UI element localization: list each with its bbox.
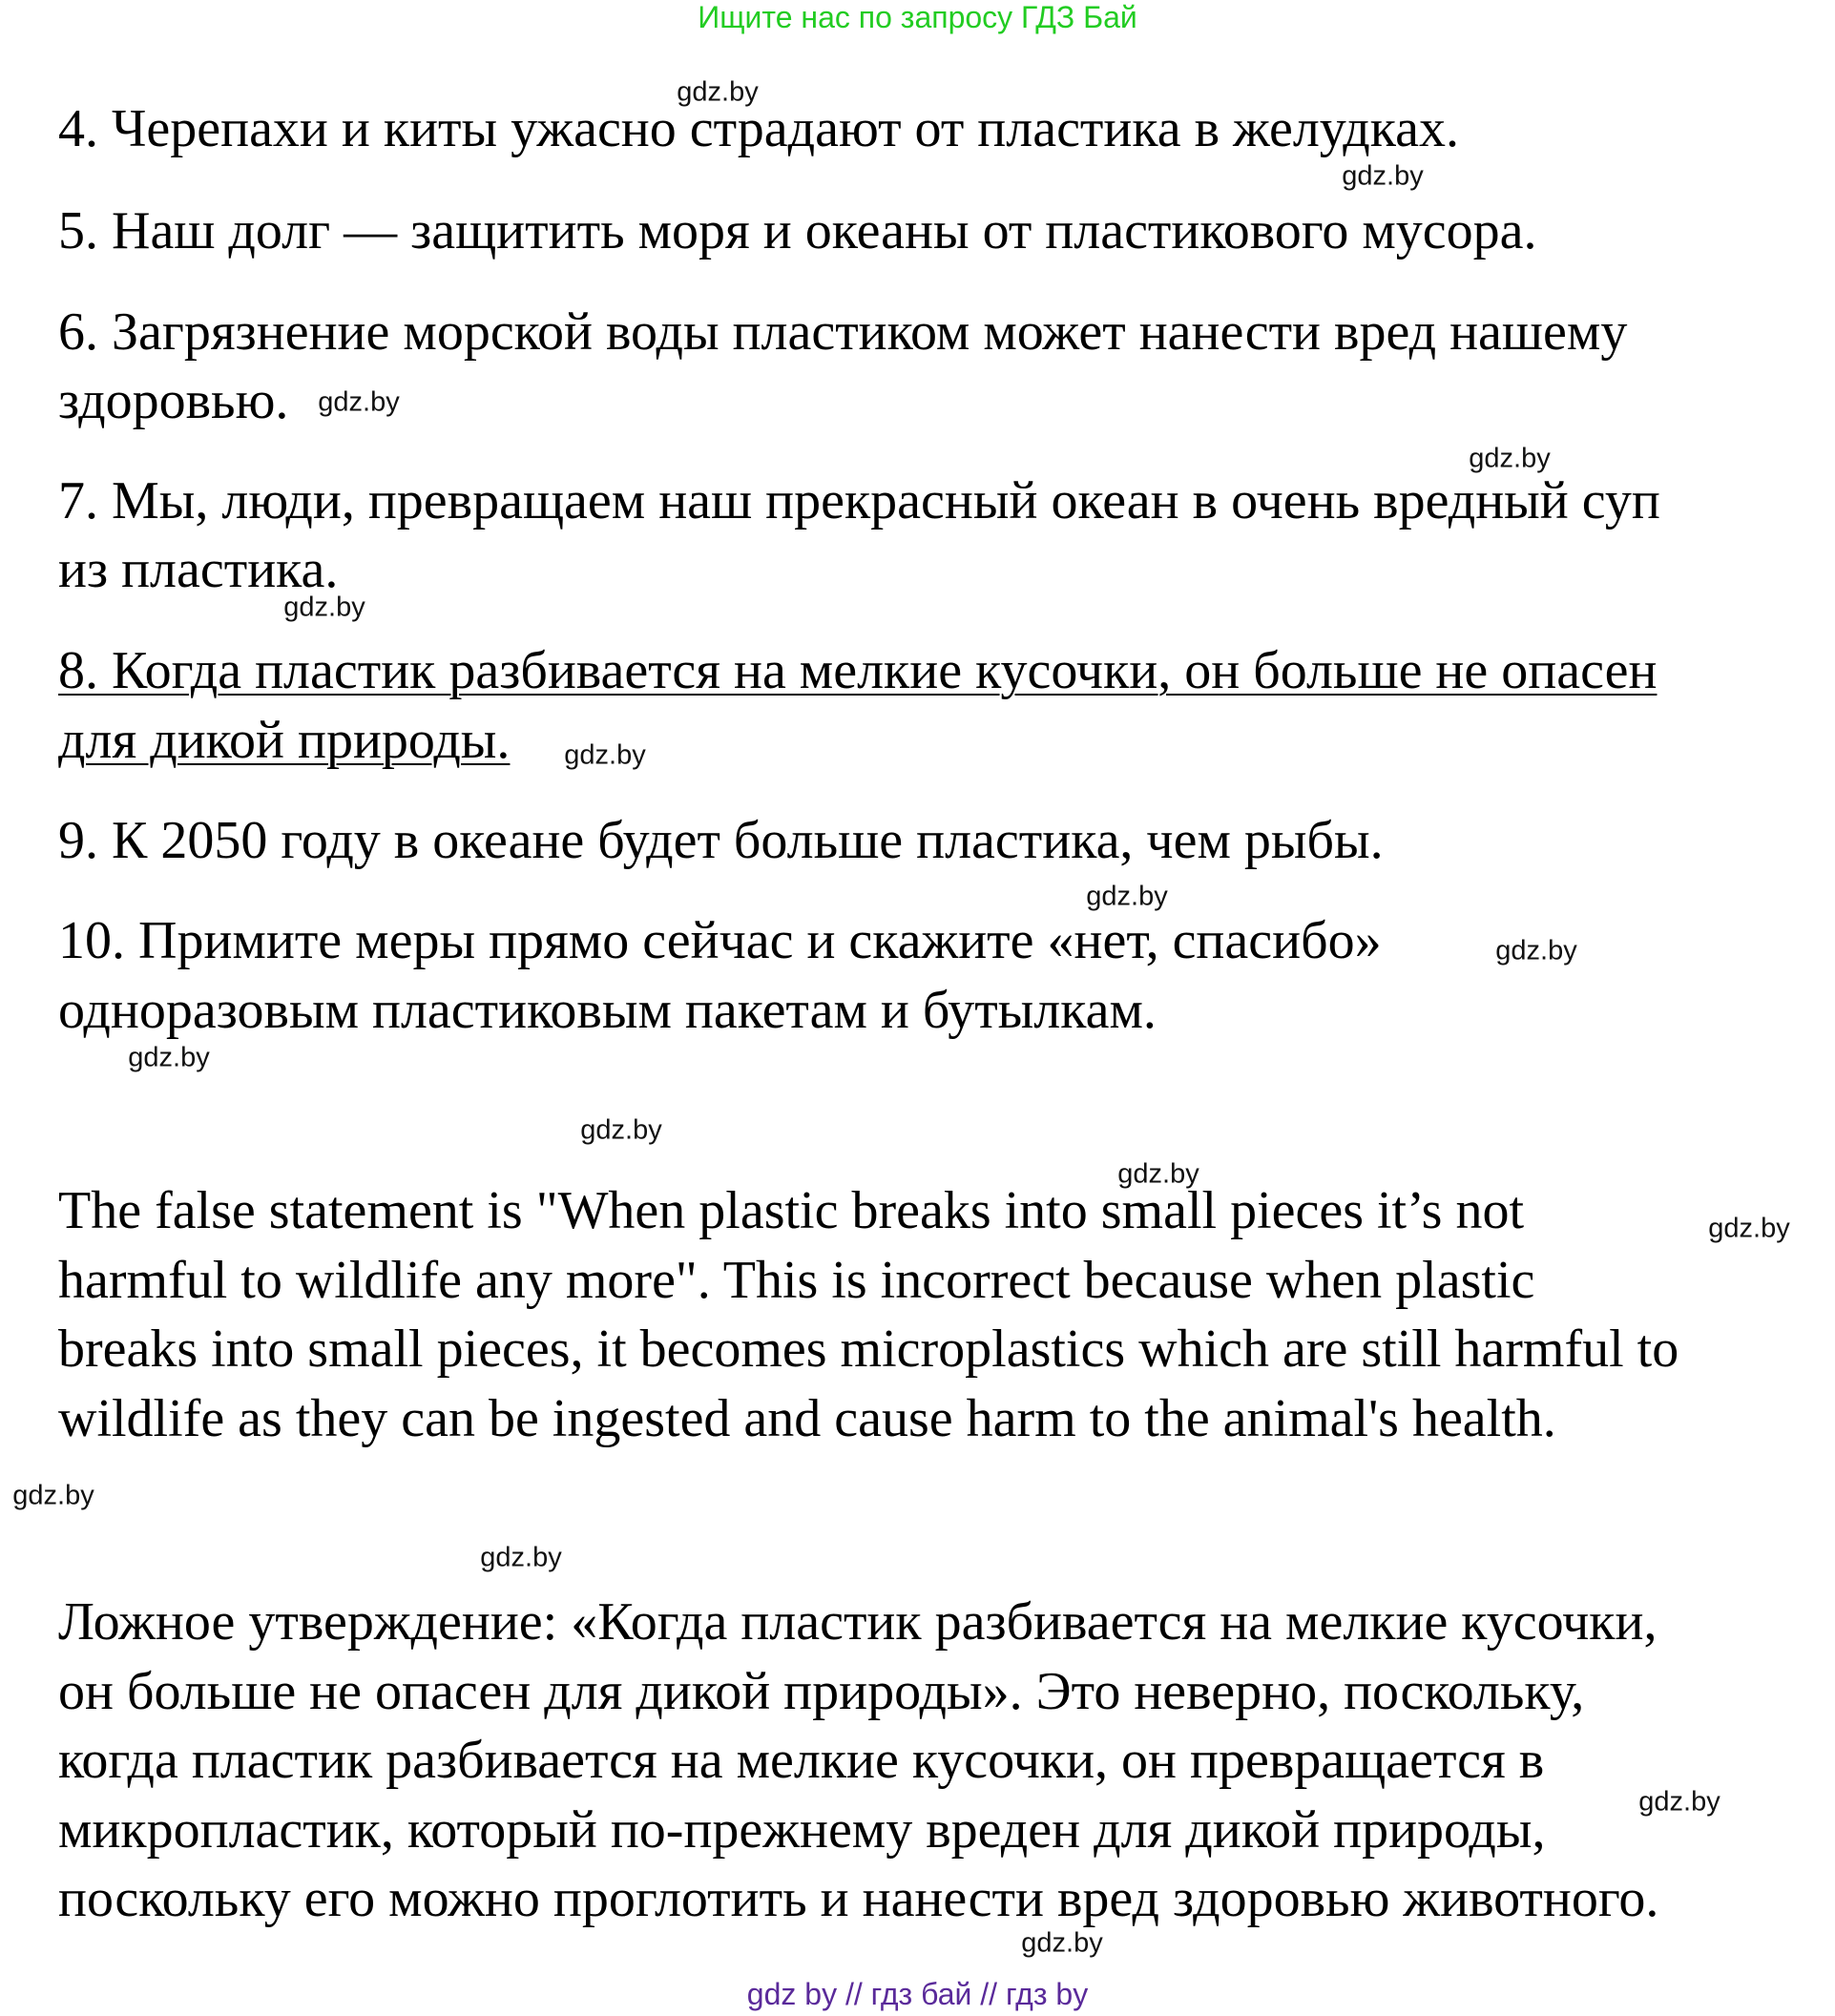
- statement-line: одноразовым пластиковым пакетам и бутылкам.: [58, 981, 1157, 1040]
- watermark: gdz.by: [1708, 1213, 1790, 1244]
- watermark: gdz.by: [1342, 160, 1424, 192]
- russian-answer-line: поскольку его можно проглотить и нанести вред здоровью животного.: [58, 1869, 1659, 1928]
- false-statement-line: для дикой природы.: [58, 711, 511, 770]
- statement-line: из пластика.: [58, 540, 339, 599]
- watermark: gdz.by: [580, 1114, 662, 1146]
- site-footer: gdz by // гдз бай // гдз by: [746, 1977, 1089, 2011]
- watermark: gdz.by: [480, 1542, 562, 1573]
- statement-line: 7. Мы, люди, превращаем наш прекрасный океан в очень вредный суп: [58, 471, 1660, 530]
- statement-line: 9. К 2050 году в океане будет больше пластика, чем рыбы.: [58, 811, 1384, 870]
- watermark: gdz.by: [1469, 443, 1551, 474]
- english-answer-line: breaks into small pieces, it becomes microplastics which are still harmful to: [58, 1320, 1679, 1379]
- watermark: gdz.by: [564, 739, 646, 771]
- statement-line: 5. Наш долг — защитить моря и океаны от пластикового мусора.: [58, 201, 1537, 260]
- watermark: gdz.by: [1086, 881, 1168, 912]
- watermark: gdz.by: [128, 1042, 210, 1073]
- russian-answer-line: микропластик, который по-прежнему вреден для дикой природы,: [58, 1800, 1546, 1860]
- search-hint-header: Ищите нас по запросу ГДЗ Бай: [698, 0, 1137, 34]
- russian-answer-line: он больше не опасен для дикой природы». Это неверно, поскольку,: [58, 1662, 1585, 1721]
- russian-answer-line: Ложное утверждение: «Когда пластик разбивается на мелкие кусочки,: [58, 1592, 1658, 1652]
- watermark: gdz.by: [1638, 1786, 1720, 1818]
- watermark: gdz.by: [318, 386, 400, 418]
- statement-line: 4. Черепахи и киты ужасно страдают от пластика в желудках.: [58, 99, 1459, 158]
- watermark: gdz.by: [283, 592, 365, 623]
- watermark: gdz.by: [12, 1480, 94, 1511]
- english-answer-line: wildlife as they can be ingested and cause harm to the animal's health.: [58, 1389, 1556, 1448]
- watermark: gdz.by: [677, 76, 759, 108]
- watermark: gdz.by: [1021, 1927, 1103, 1959]
- statement-line: здоровью.: [58, 371, 289, 430]
- english-answer-line: harmful to wildlife any more". This is incorrect because when plastic: [58, 1251, 1535, 1310]
- watermark: gdz.by: [1495, 935, 1577, 966]
- russian-answer-line: когда пластик разбивается на мелкие кусочки, он превращается в: [58, 1731, 1545, 1790]
- english-answer-line: The false statement is "When plastic breaks into small pieces it’s not: [58, 1181, 1525, 1240]
- statement-line: 6. Загрязнение морской воды пластиком может нанести вред нашему: [58, 302, 1628, 362]
- false-statement-line: 8. Когда пластик разбивается на мелкие кусочки, он больше не опасен: [58, 641, 1658, 700]
- watermark: gdz.by: [1117, 1158, 1199, 1190]
- statement-line: 10. Примите меры прямо сейчас и скажите «нет, спасибо»: [58, 911, 1382, 970]
